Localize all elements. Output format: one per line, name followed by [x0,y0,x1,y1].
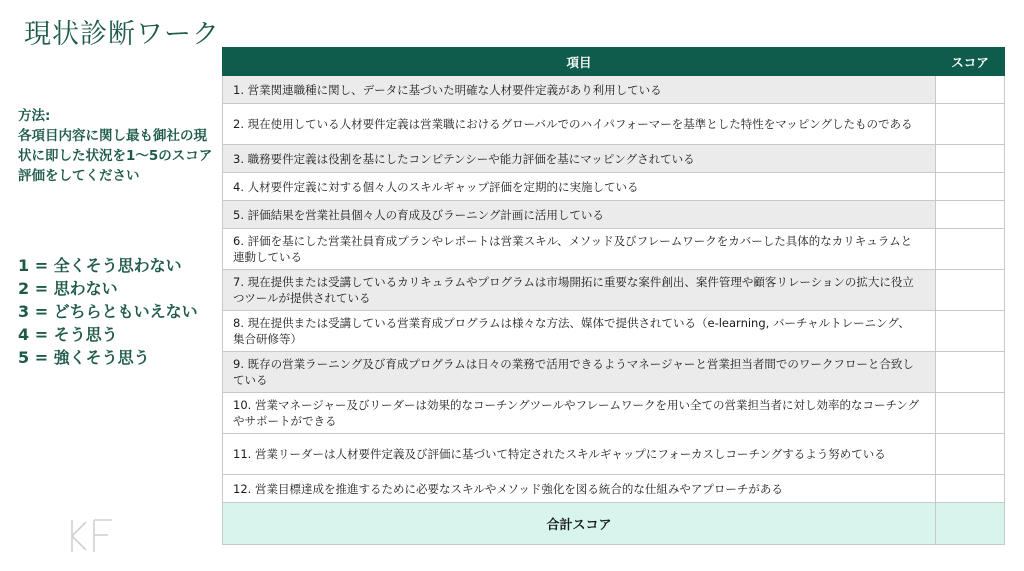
row-item-text: 6. 評価を基にした営業社員育成プランやレポートは営業スキル、メソッド及びフレームワークをカバーした具体的なカリキュラムと連動している [223,229,936,270]
table-row [223,311,1005,352]
table-row [223,173,1005,201]
row-item-text: 2. 現在使用している人材要件定義は営業職におけるグローバルでのハイパフォーマーを基準とした特性をマッピングしたものである [223,104,936,145]
row-item-text: 8. 現在提供または受講している営業育成プログラムは様々な方法、媒体で提供されている（e-learning, バーチャルトレーニング、集合研修等） [223,311,936,352]
legend-item-4: 4 = そう思う [18,325,118,344]
table-row [223,434,1005,475]
method-heading: 方法: [18,108,51,124]
total-label: 合計スコア [223,503,936,545]
table-row [223,76,1005,104]
row-score-cell[interactable] [936,201,1005,229]
score-legend [18,254,218,369]
row-item-text: 12. 営業目標達成を推進するために必要なスキルやメソッド強化を図る統合的な仕組みやアプローチがある [223,475,936,503]
row-item-text: 3. 職務要件定義は役割を基にしたコンピテンシーや能力評価を基にマッピングされている [223,145,936,173]
row-item-text: 7. 現在提供または受講しているカリキュラムやプログラムは市場開拓に重要な案件創出、案件管理や顧客リレーションの拡大に役立つツールが提供されている [223,270,936,311]
row-score-cell[interactable] [936,270,1005,311]
row-score-cell[interactable] [936,173,1005,201]
row-score-cell[interactable] [936,475,1005,503]
table-row [223,145,1005,173]
table-row [223,201,1005,229]
row-item-text: 11. 営業リーダーは人材要件定義及び評価に基づいて特定されたスキルギャップにフォーカスしコーチングするよう努めている [223,434,936,475]
legend-item-1: 1 = 全くそう思わない [18,256,182,275]
legend-item-5: 5 = 強くそう思う [18,348,150,367]
row-score-cell[interactable] [936,434,1005,475]
legend-item-2: 2 = 思わない [18,279,118,298]
row-item-text: 5. 評価結果を営業社員個々人の育成及びラーニング計画に活用している [223,201,936,229]
row-item-text: 9. 既存の営業ラーニング及び育成プログラムは日々の業務で活用できるようマネージャーと営業担当者間でのワークフローと合致している [223,352,936,393]
total-score-cell[interactable] [936,503,1005,545]
total-row [223,503,1005,545]
row-score-cell[interactable] [936,393,1005,434]
table-header-row [223,48,1005,76]
method-text: 各項目内容に関し最も御社の現状に即した状況を1〜5のスコア評価をしてください [18,128,213,184]
table-row [223,393,1005,434]
legend-item-3: 3 = どちらともいえない [18,302,198,321]
table-row [223,475,1005,503]
assessment-table [222,47,1005,545]
table-row [223,270,1005,311]
table-row [223,104,1005,145]
row-score-cell[interactable] [936,76,1005,104]
table-row [223,352,1005,393]
page-title: 現状診断ワーク [24,19,220,50]
row-score-cell[interactable] [936,145,1005,173]
method-instructions [18,106,214,186]
row-item-text: 1. 営業関連職種に関し、データに基づいた明確な人材要件定義があり利用している [223,76,936,104]
row-score-cell[interactable] [936,104,1005,145]
kf-monogram-icon [66,516,122,556]
table-row [223,229,1005,270]
row-score-cell[interactable] [936,311,1005,352]
row-score-cell[interactable] [936,229,1005,270]
row-score-cell[interactable] [936,352,1005,393]
row-item-text: 4. 人材要件定義に対する個々人のスキルギャップ評価を定期的に実施している [223,173,936,201]
header-score: スコア [936,48,1005,76]
header-item: 項目 [223,48,936,76]
row-item-text: 10. 営業マネージャー及びリーダーは効果的なコーチングツールやフレームワークを用い全ての営業担当者に対し効率的なコーチングやサポートができる [223,393,936,434]
